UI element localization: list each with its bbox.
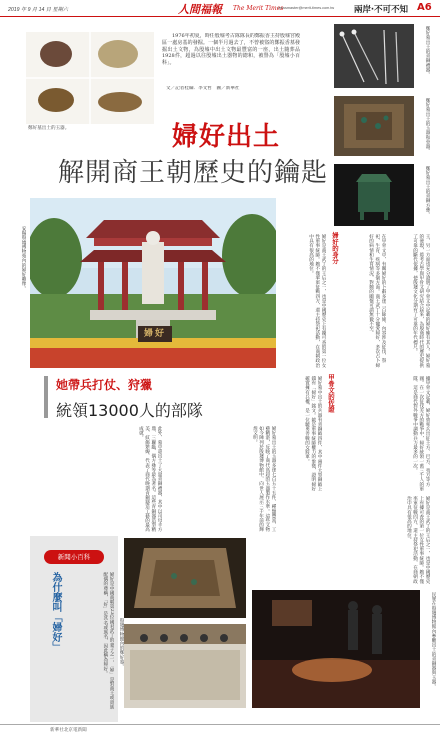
section-name: 兩岸‧不可不知	[354, 5, 408, 15]
footer-text: 新華社北京電新聞	[50, 728, 87, 733]
column-7: 此外，墓中還出土了大量青銅禮器，其中以司母辛方鼎、三聯甗、偶方彝等最為著名。這些青銅器造型精美、紋飾繁縟，代表了商代晚期青銅鑄造工藝的最高成就。	[138, 426, 162, 532]
page-number: A6	[417, 2, 432, 13]
column-5: 婦好墓中出土的兵器有青銅鉞四件，其中兩件大型銅鉞上鑄有「婦好」銘文。鉞是軍事統帥權力的象徵，證明婦好確實擁有兵權，是一位驍勇善戰的女將軍。	[304, 376, 322, 491]
column-1: 王，另一方面也充分證明了甲骨文中記載的婦好確有其人。婦好墓的發現，將考古學與甲骨文研究結合起來，為殷商時代的歷史提供了可靠的斷代依據，使殷墟文化分期有了可靠的年代標尺。	[412, 234, 430, 368]
knowledge-box	[30, 536, 118, 722]
column-4: 據甲骨文記載，婦好曾率兵出征土方、巴方、夷方等方國。在一次征伐羌方的戰爭中，婦好統領一萬三千人的軍隊，這是商代對外戰爭中調動兵力最多的一次。	[412, 376, 430, 491]
jade-collage-caption: 鄭好墓出土的玉器。	[28, 126, 70, 131]
headline-main: 婦好出土	[172, 122, 281, 152]
intro-byline: 文／記者桂綸．李文哲 圖／新華社	[166, 86, 240, 91]
column-2: 在甲骨文中，有關婦好的卜辭多達二百餘條，內容涉及征伐、祭祀、生育、疾病等多個方面。商王武丁十分寵愛婦好，多次占卜婦好的病情和生育情況，對她的關懷可謂無微不至。	[368, 234, 386, 368]
column-3: 婦好是商王武丁的王后之一，也是中國歷史上有據可查的第一位女性軍事統帥。她不僅率軍征戰四方，還主持祭祀活動，在商朝政治中具有很高的地位。	[308, 234, 326, 368]
issue-date: 2019 年 9 月 14 日 星期六	[8, 7, 68, 13]
section2-title: 統領13000人的部隊	[56, 401, 203, 420]
bottom-caption-3: 民眾在殷墟博物館內參觀出土的青銅器與玉器。	[431, 592, 436, 689]
column-8: 婦好是商王武丁的王后之一，也是中國歷史上有據可查的第一位女性軍事統帥。她不僅率軍征戰四方，還主持祭祀活動，在商朝政治中具有很高的地位。	[406, 496, 430, 584]
exhibition-photo	[124, 624, 246, 708]
column-6: 婦好墓出土的玉器多達七百五十五件，種類豐富，工藝精湛，反映了商代高超的玉器製作水準。這些文物如今陳列於殷墟博物館中，向世人展示三千年前的輝煌文明。	[252, 426, 276, 532]
knowledge-badge: 新聞小百科	[44, 550, 104, 564]
bronze-hairpins-photo	[334, 24, 414, 88]
newspaper-logo-en: The Merit Times	[233, 5, 284, 12]
section2-kicker: 她帶兵打仗、狩獵	[56, 378, 153, 392]
website: newsmaster@merit-times.com.tw	[278, 6, 335, 10]
knowledge-text: 婦好是中國商朝第23位國君武丁的妻子之一，「婦」是對商王或貴族配偶的尊稱，「好」是其名或族名，因此稱為婦好。	[102, 572, 114, 709]
excavation-site-photo	[334, 96, 414, 156]
knowledge-title: 為什麼叫「婦好」	[50, 572, 61, 652]
subhead-1-text: 婦好的身分	[331, 232, 339, 264]
bottom-caption-1: 殷墟博物館內的鄭好墓。	[119, 618, 124, 669]
right-caption-3: 鄭好墓出土的青銅方彝。	[425, 166, 430, 217]
jade-collage	[26, 32, 154, 124]
subhead-2	[324, 374, 336, 434]
statue-caption: 安陽殷墟博物苑內的婦好雕像。	[21, 226, 26, 291]
right-caption-2: 鄭好墓出土的玉器和骨器。	[425, 98, 430, 154]
right-caption-1: 鄭好墓出土的青銅禮器。	[425, 26, 430, 77]
header-bar	[0, 0, 440, 17]
subhead-2-text: 甲骨文的佐證	[327, 374, 335, 413]
museum-visitors-photo	[252, 590, 420, 708]
statue-plaque: 婦好	[138, 326, 172, 342]
footer	[0, 724, 440, 735]
newspaper-logo: 人間福報	[178, 3, 222, 16]
tomb-pit-photo	[124, 538, 246, 618]
intro-paragraph: 1976年初夏，時任殷墟考古隊隊長的鄭振香主持殷墟宮殿區一處房基的發掘。一個半月過去了，不曾被盜的鄭振香墓發掘出土文物，為殷墟中出土文物最豐富的一座，出土隨葬品1928件，超過以往殷墟出土器物的總和，被譽為「殷墟小百科」。	[162, 33, 300, 67]
statue-photo	[30, 198, 276, 368]
fuhao-statue-image	[30, 198, 276, 368]
section2-title-block	[44, 376, 274, 418]
bronze-vessel-photo	[334, 164, 414, 226]
jade-artifacts-image	[26, 32, 154, 124]
subhead-1	[328, 232, 340, 288]
headline-sub: 解開商王朝歷史的鑰匙	[58, 158, 329, 188]
